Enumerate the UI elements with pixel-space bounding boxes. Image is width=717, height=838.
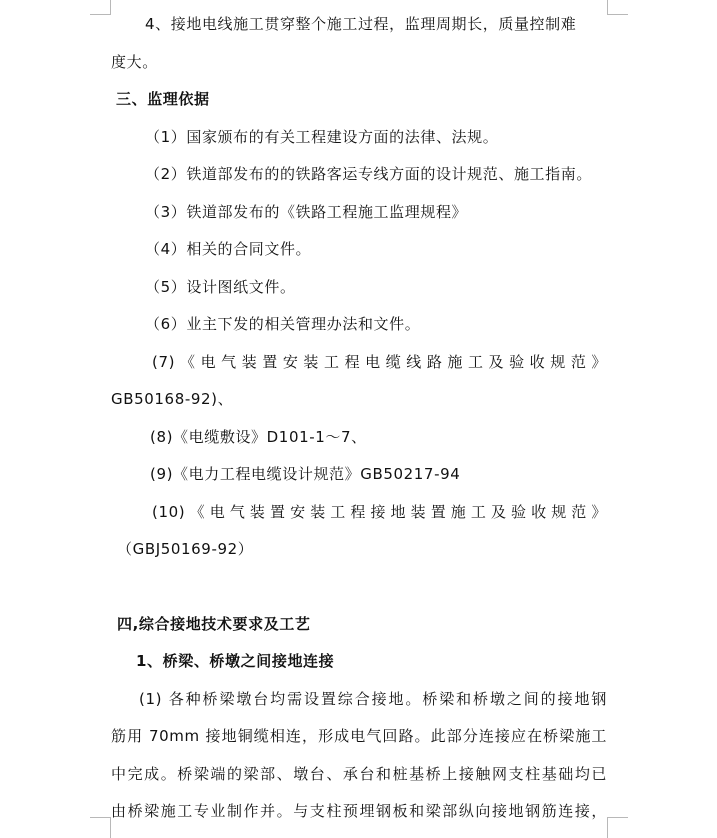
paragraph-line: 度大。 (111, 53, 158, 71)
paragraph-line: 筋用 70mm 接地铜缆相连，形成电气回路。此部分连接应在桥梁施工 (111, 727, 607, 745)
list-item: （5）设计图纸文件。 (145, 278, 296, 296)
page-corner-mark (90, 817, 111, 838)
paragraph-line: (1) 各种桥梁墩台均需设置综合接地。桥梁和桥墩之间的接地钢 (139, 690, 607, 708)
page-corner-mark (607, 817, 628, 838)
paragraph-line: 中完成。桥梁端的梁部、墩台、承台和桩基桥上接触网支柱基础均已 (111, 765, 607, 783)
list-item: （1）国家颁布的有关工程建设方面的法律、法规。 (145, 128, 499, 146)
page-corner-mark (90, 0, 111, 15)
list-item: （4）相关的合同文件。 (145, 240, 312, 258)
list-item: (9)《电力工程电缆设计规范》GB50217-94 (150, 465, 461, 483)
list-item: (8)《电缆敷设》D101-1～7、 (150, 428, 367, 446)
list-item: （2）铁道部发布的的铁路客运专线方面的设计规范、施工指南。 (145, 165, 592, 183)
paragraph-line: 由桥梁施工专业制作并。与支柱预埋钢板和梁部纵向接地钢筋连接， (111, 802, 607, 820)
list-item: （6）业主下发的相关管理办法和文件。 (145, 315, 421, 333)
page-corner-mark (607, 0, 628, 15)
list-item: (10)《电气装置安装工程接地装置施工及验收规范》 (152, 503, 607, 521)
section-heading: 三、监理依据 (116, 90, 210, 108)
list-item-continuation: GB50168-92)、 (111, 390, 234, 408)
list-item-continuation: （GBJ50169-92） (117, 540, 254, 558)
paragraph-line: 4、接地电线施工贯穿整个施工过程，监理周期长，质量控制难 (145, 15, 577, 33)
subsection-heading: 1、桥梁、桥墩之间接地连接 (136, 652, 335, 670)
section-heading: 四,综合接地技术要求及工艺 (117, 615, 311, 633)
list-item: （3）铁道部发布的《铁路工程施工监理规程》 (145, 203, 468, 221)
list-item: (7)《电气装置安装工程电缆线路施工及验收规范》 (152, 353, 607, 371)
